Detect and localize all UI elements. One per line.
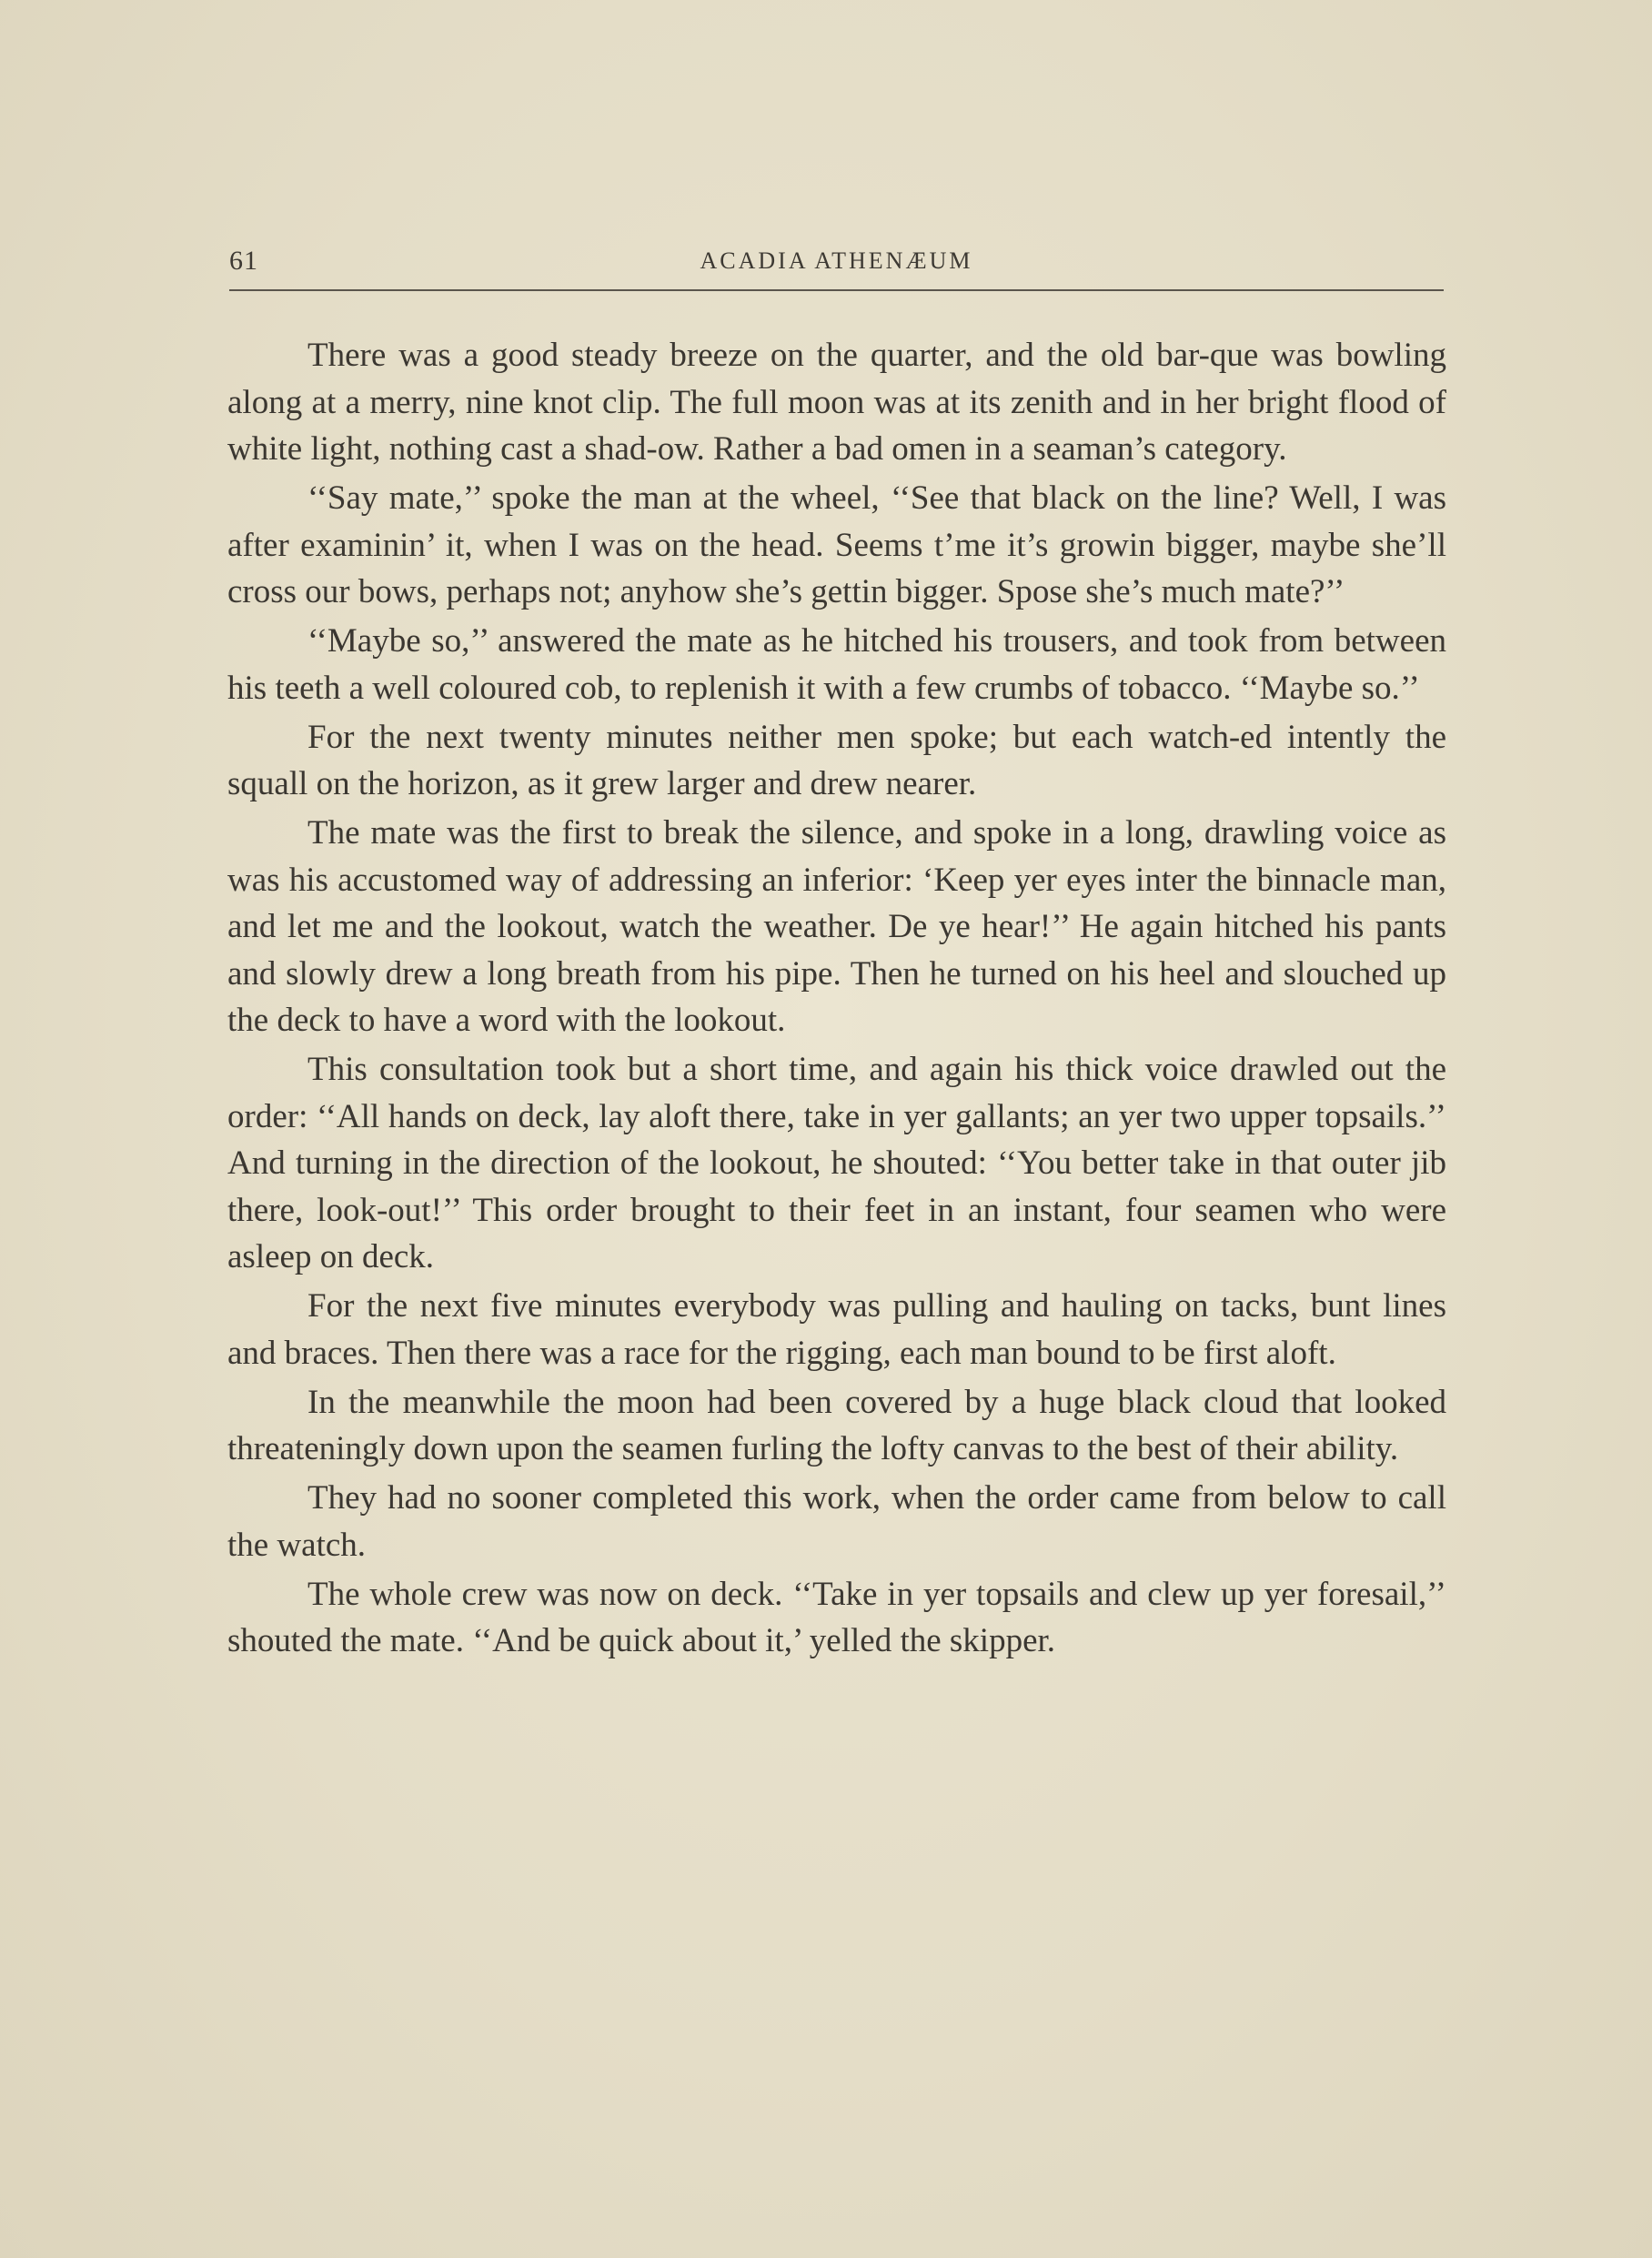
page-header [229, 238, 1444, 293]
paragraph-5: The mate was the first to break the silence, and spoke in a long, drawling voice as was his accustomed way of addressing an inferior: ‘Keep yer eyes inter the binnacle man, and let me and the lookout, watch the weather. De ye hear!’’ He again hitched his pants and slowly drew a long breath from his pipe. Then he turned on his heel and slouched up the deck to have a word with the lookout. [227, 814, 1446, 1039]
paragraph-3: ‘‘Maybe so,’’ answered the mate as he hitched his trousers, and took from between his teeth a well coloured cob, to replenish it with a few crumbs of tobacco. ‘‘Maybe so.’’ [227, 622, 1446, 707]
paragraph-6: This consultation took but a short time, and again his thick voice drawled out the order: ‘‘All hands on deck, lay aloft there, take in yer gallants; an yer two upper topsails.’’ And turning in the direction of the lookout, he shouted: ‘‘You better take in that outer jib there, look-out!’’ This order brought to their feet in an instant, four seamen who were asleep on deck. [227, 1051, 1446, 1275]
paragraph-9: They had no sooner completed this work, when the order came from below to call the watch. [227, 1479, 1446, 1564]
paragraph-2: ‘‘Say mate,’’ spoke the man at the wheel, ‘‘See that black on the line? Well, I was after examinin’ it, when I was on the head. Seems t’me it’s growin bigger, maybe she’ll cross our bows, perhaps not; anyhow she’s gettin bigger. Spose she’s much mate?’’ [227, 479, 1446, 610]
header-rule [229, 289, 1444, 291]
running-head: ACADIA ATHENÆUM [700, 247, 973, 274]
paragraph-8: In the meanwhile the moon had been covered by a huge black cloud that looked threateningly down upon the seamen furling the lofty canvas to the best of their ability. [227, 1383, 1446, 1467]
paragraph-4: For the next twenty minutes neither men spoke; but each watch-ed intently the squall on the horizon, as it grew larger and drew nearer. [227, 718, 1446, 802]
page-number: 61 [229, 246, 258, 276]
paragraph-10: The whole crew was now on deck. ‘‘Take in yer topsails and clew up yer foresail,’’ shouted the mate. ‘‘And be quick about it,’ yelled the skipper. [227, 1575, 1446, 1659]
paragraph-7: For the next five minutes everybody was pulling and hauling on tacks, bunt lines and braces. Then there was a race for the rigging, each man bound to be first aloft. [227, 1287, 1446, 1372]
body-text [227, 332, 1446, 1667]
paragraph-1: There was a good steady breeze on the quarter, and the old bar-que was bowling along at a merry, nine knot clip. The full moon was at its zenith and in her bright flood of white light, nothing cast a shad-ow. Rather a bad omen in a seaman’s category. [227, 337, 1446, 468]
